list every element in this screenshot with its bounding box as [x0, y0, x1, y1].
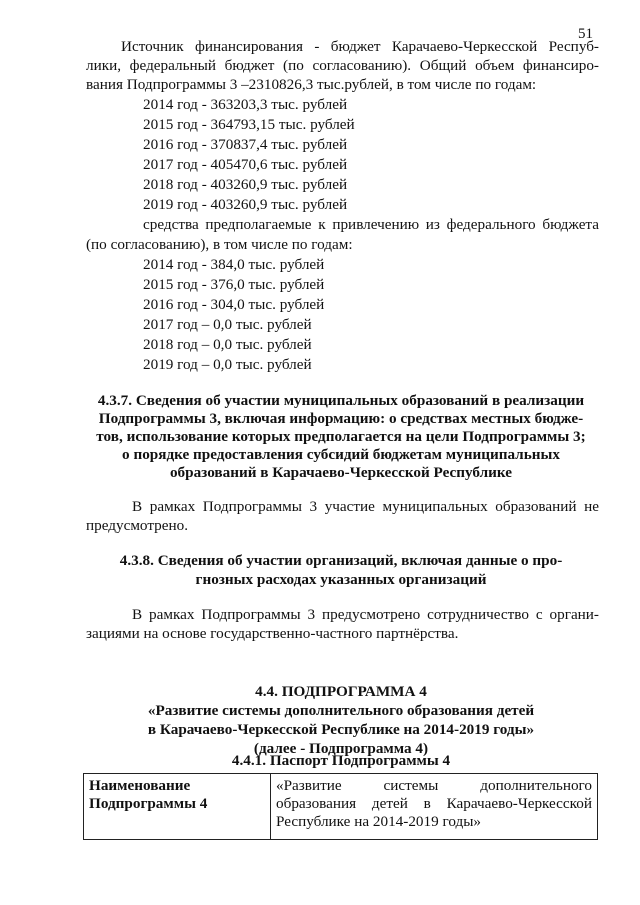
year-total-2017: 2017 год - 405470,6 тыс. рублей: [143, 156, 348, 173]
section-44-title: 4.4. ПОДПРОГРАММА 4: [255, 683, 427, 700]
section-437-heading-line-1: 4.3.7. Сведения об участии муниципальных образований в реализации: [97, 392, 585, 409]
section-437-heading-line-4: о порядке предоставления субсидий бюджетам муниципальных: [122, 446, 560, 463]
funding-intro-line-2: лики, федеральный бюджет (по согласованию). Общий объем финансиро-: [86, 57, 599, 74]
year-federal-2019: 2019 год – 0,0 тыс. рублей: [143, 356, 312, 373]
year-total-2016: 2016 год - 370837,4 тыс. рублей: [143, 136, 348, 153]
year-total-2015: 2015 год - 364793,15 тыс. рублей: [143, 116, 355, 133]
section-44-subtitle-line-1: «Развитие системы дополнительного образования детей: [147, 702, 535, 719]
section-437-heading-line-5: образований в Карачаево-Черкесской Республике: [169, 464, 513, 481]
year-federal-2014: 2014 год - 384,0 тыс. рублей: [143, 256, 325, 273]
year-federal-2015: 2015 год - 376,0 тыс. рублей: [143, 276, 325, 293]
section-437-body-line-1: В рамках Подпрограммы 3 участие муниципальных образований не: [132, 498, 599, 515]
section-438-body-line-2: зациями на основе государственно-частного партнёрства.: [86, 625, 459, 642]
year-federal-2016: 2016 год - 304,0 тыс. рублей: [143, 296, 325, 313]
year-federal-2018: 2018 год – 0,0 тыс. рублей: [143, 336, 312, 353]
year-federal-2017: 2017 год – 0,0 тыс. рублей: [143, 316, 312, 333]
federal-line-2: (по согласованию), в том числе по годам:: [86, 236, 353, 253]
funding-intro-line-1: Источник финансирования - бюджет Карачаево-Черкесской Респуб-: [121, 38, 599, 55]
section-438-body-line-1: В рамках Подпрограммы 3 предусмотрено сотрудничество с органи-: [132, 606, 599, 623]
year-total-2014: 2014 год - 363203,3 тыс. рублей: [143, 96, 348, 113]
funding-intro-line-3: вания Подпрограммы 3 –2310826,3 тыс.рублей, в том числе по годам:: [86, 76, 537, 93]
passport-value-cell: «Развитие системы дополнительного образования детей в Карачаево-Черкесской Республике на 2014-2019 годы»: [271, 774, 598, 840]
table-row: [84, 774, 598, 840]
passport-heading: 4.4.1. Паспорт Подпрограммы 4: [231, 752, 451, 769]
passport-label-cell: Наименование Подпрограммы 4: [84, 774, 271, 840]
page-number: 51: [578, 26, 593, 42]
section-44-subtitle-line-3: (далее - Подпрограмма 4): [253, 740, 429, 757]
passport-table: [83, 773, 598, 840]
federal-line-1: средства предполагаемые к привлечению из федерального бюджета: [143, 216, 599, 233]
year-total-2019: 2019 год - 403260,9 тыс. рублей: [143, 196, 348, 213]
section-438-heading-line-2: гнозных расходах указанных организаций: [195, 571, 487, 588]
section-437-body-line-2: предусмотрено.: [86, 517, 189, 534]
section-437-heading-line-3: тов, использование которых предполагается на цели Подпрограммы 3;: [96, 428, 586, 445]
year-total-2018: 2018 год - 403260,9 тыс. рублей: [143, 176, 348, 193]
section-437-heading-line-2: Подпрограммы 3, включая информацию: о средствах местных бюдже-: [98, 410, 584, 427]
section-438-heading-line-1: 4.3.8. Сведения об участии организаций, включая данные о про-: [119, 552, 563, 569]
section-44-subtitle-line-2: в Карачаево-Черкесской Республике на 2014-2019 годы»: [147, 721, 535, 738]
